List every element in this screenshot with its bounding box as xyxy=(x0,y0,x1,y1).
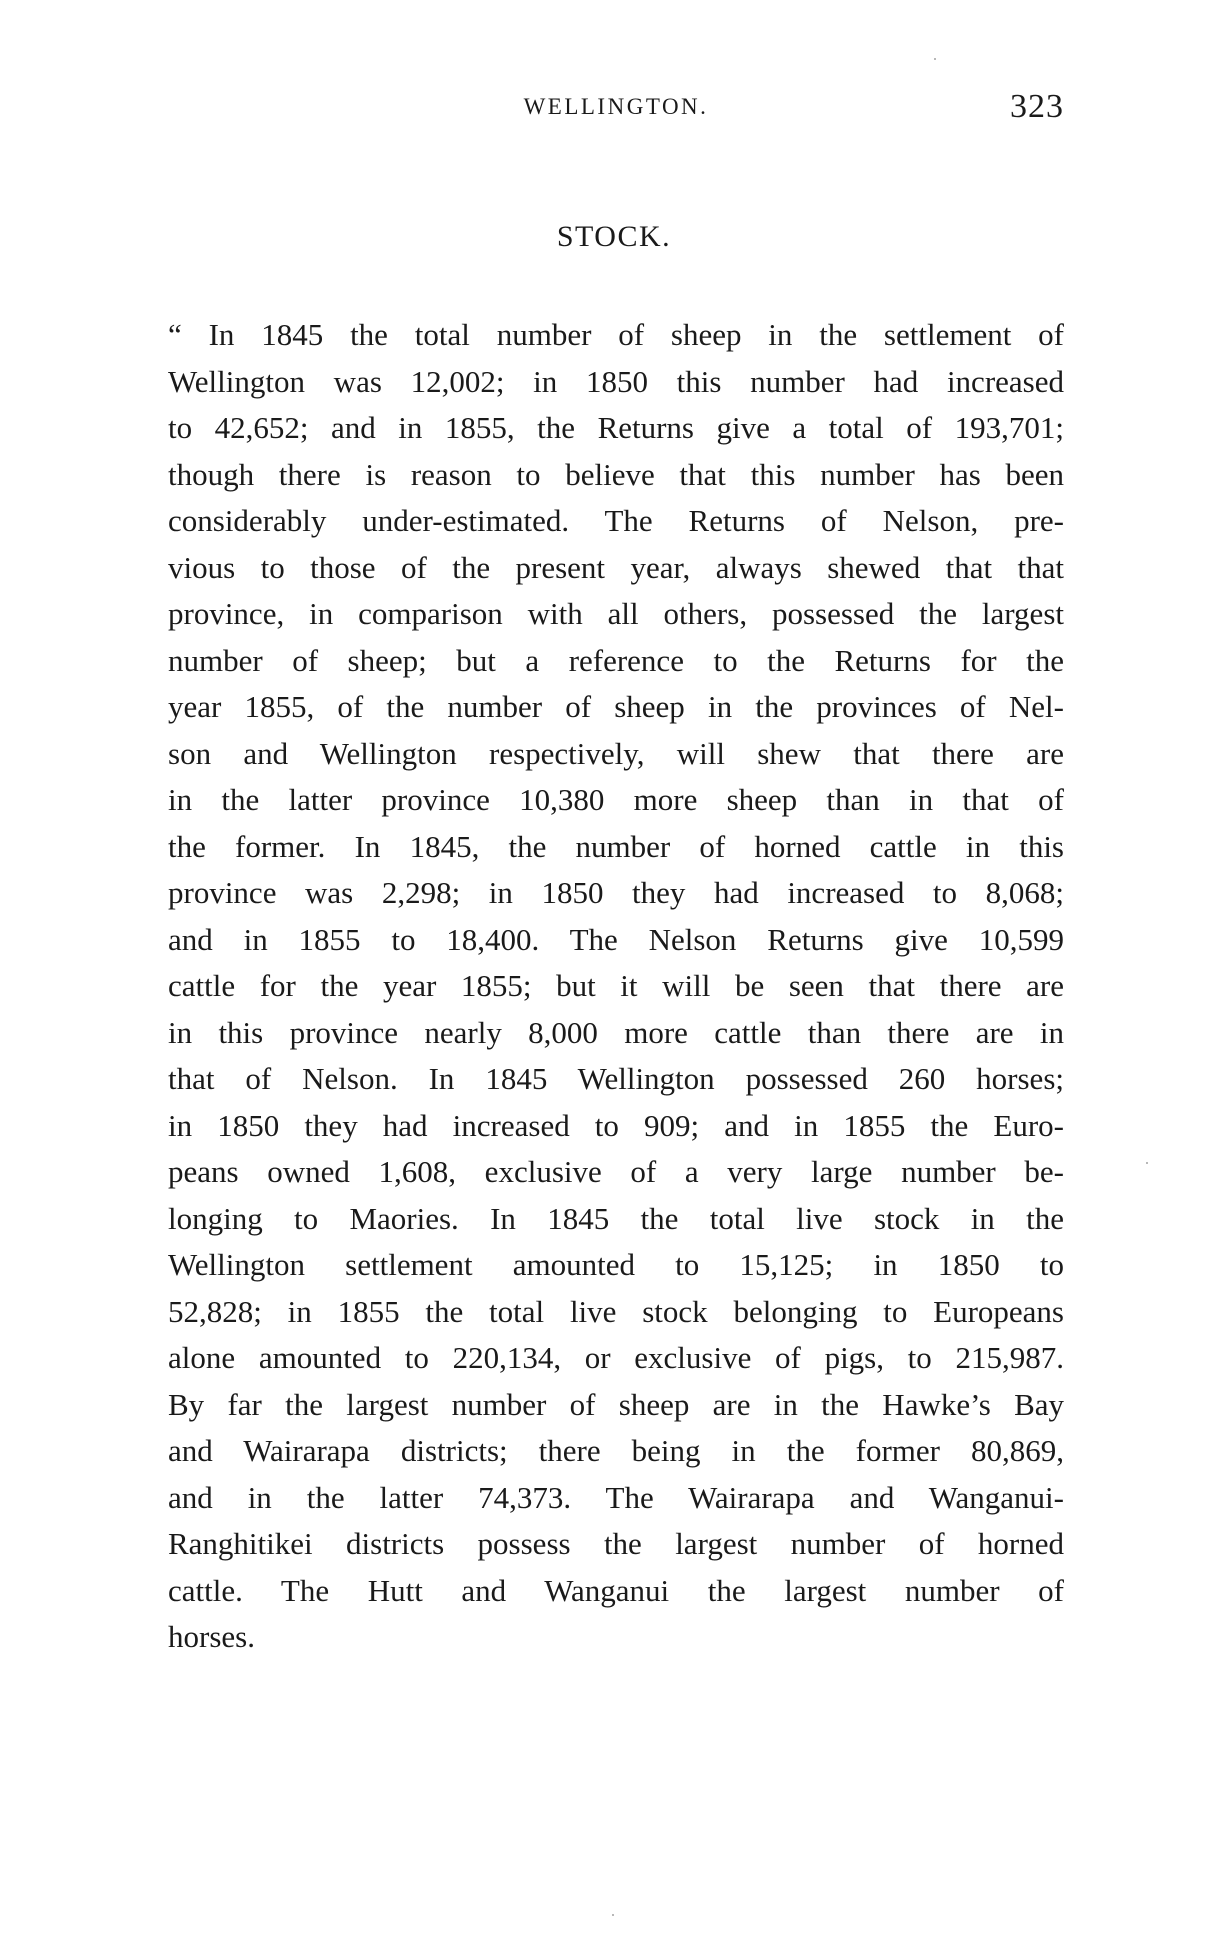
text-line: vious to those of the present year, always shewed that that xyxy=(168,549,1064,585)
text-line: though there is reason to believe that this number has been xyxy=(168,456,1064,492)
text-line: and Wairarapa districts; there being in the former 80,869, xyxy=(168,1433,1064,1468)
text-line: to 42,652; and in 1855, the Returns give a total of 193,701; xyxy=(168,410,1064,445)
running-head xyxy=(168,88,1064,128)
text-line: and in 1855 to 18,400. The Nelson Returns give 10,599 xyxy=(168,921,1064,957)
text-line: that of Nelson. In 1845 Wellington possessed 260 horses; xyxy=(168,1061,1064,1096)
text-line: in the latter province 10,380 more sheep than in that of xyxy=(168,782,1064,817)
paper-speck xyxy=(1146,1162,1148,1164)
text-line: province, in comparison with all others, possessed the largest xyxy=(168,596,1064,631)
text-line: peans owned 1,608, exclusive of a very large number be- xyxy=(168,1154,1064,1189)
text-line: the former. In 1845, the number of horned cattle in this xyxy=(168,828,1064,864)
text-line: longing to Maories. In 1845 the total live stock in the xyxy=(168,1200,1064,1236)
text-line: Wellington was 12,002; in 1850 this number had increased xyxy=(168,363,1064,399)
body-paragraph xyxy=(168,312,1064,1661)
text-line: By far the largest number of sheep are in the Hawke’s Bay xyxy=(168,1386,1064,1422)
text-line: son and Wellington respectively, will shew that there are xyxy=(168,735,1064,771)
text-line: cattle for the year 1855; but it will be seen that there are xyxy=(168,968,1064,1003)
text-line: considerably under-estimated. The Returns of Nelson, pre- xyxy=(168,503,1064,538)
text-line: number of sheep; but a reference to the Returns for the xyxy=(168,642,1064,678)
text-line: in 1850 they had increased to 909; and in 1855 the Euro- xyxy=(168,1107,1064,1143)
text-line: Ranghitikei districts possess the largest number of horned xyxy=(168,1526,1064,1561)
text-line: in this province nearly 8,000 more cattle than there are in xyxy=(168,1014,1064,1050)
text-line: Wellington settlement amounted to 15,125; in 1850 to xyxy=(168,1247,1064,1282)
running-title: WELLINGTON. xyxy=(523,94,709,119)
text-line: cattle. The Hutt and Wanganui the largest number of xyxy=(168,1572,1064,1608)
text-line: alone amounted to 220,134, or exclusive of pigs, to 215,987. xyxy=(168,1340,1064,1375)
paper-speck xyxy=(612,1914,614,1916)
text-line: province was 2,298; in 1850 they had increased to 8,068; xyxy=(168,875,1064,910)
section-heading: STOCK. xyxy=(556,220,672,253)
text-line: horses. xyxy=(168,1619,255,1654)
text-line: “ In 1845 the total number of sheep in the settlement of xyxy=(168,317,1064,352)
text-line: year 1855, of the number of sheep in the provinces of Nel- xyxy=(168,689,1064,724)
paper-speck xyxy=(934,58,936,60)
page-number: 323 xyxy=(1010,88,1064,125)
text-line: and in the latter 74,373. The Wairarapa and Wanganui- xyxy=(168,1479,1064,1515)
text-line: 52,828; in 1855 the total live stock belonging to Europeans xyxy=(168,1293,1064,1329)
